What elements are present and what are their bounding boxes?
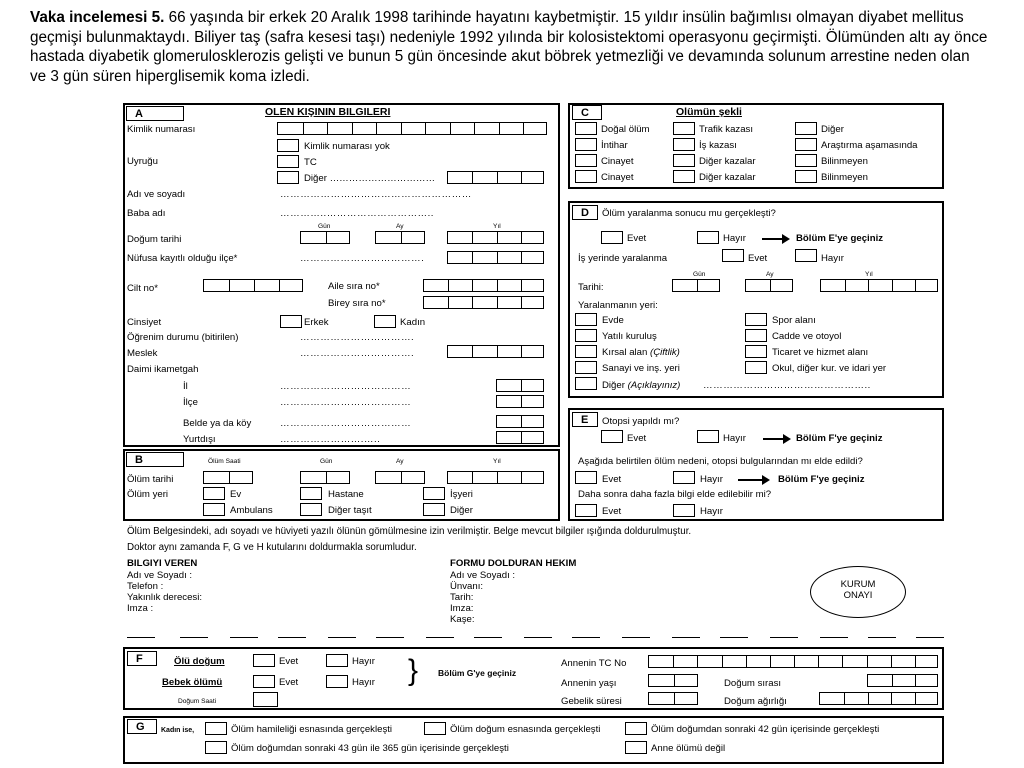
hekim-imza: Imza: [450, 603, 474, 614]
label-anne-tc: Annenin TC No [561, 658, 627, 669]
label-ad-soyad: Adı ve soyadı [127, 189, 186, 200]
label-bulgu-evet: Evet [602, 474, 622, 485]
label-sonraki-42: Ölüm doğumdan sonraki 42 gün içerisinde gerçekleşti [651, 724, 880, 735]
label-otopsi-bulgu: Aşağıda belirtilen ölüm nedeni, otopsi bulgularından mı elde edildi? [578, 456, 863, 467]
bilgi-veren-title: BILGIYI VEREN [127, 558, 198, 569]
hekim-title: FORMU DOLDURAN HEKIM [450, 558, 577, 569]
label-bilinmeyen-2: Bilinmeyen [821, 172, 868, 183]
label-olum-saati: Ölüm Saati [208, 458, 241, 465]
diger-kazalar-checkbox-1[interactable] [673, 154, 695, 167]
bilinmeyen-checkbox-2[interactable] [795, 170, 817, 183]
yurtdisi-code-box[interactable] [496, 431, 544, 444]
yurtdisi-field[interactable]: …………………….….. [280, 434, 381, 445]
label-evde: Evde [602, 315, 624, 326]
label-okul: Okul, diğer kur. ve idari yer [772, 363, 887, 374]
label-bolum-e: Bölüm E'ye geçiniz [796, 233, 884, 244]
label-cinayet-2: Cinayet [601, 172, 634, 183]
yatili-checkbox[interactable] [575, 329, 597, 342]
diger-uyruk-checkbox[interactable] [277, 171, 299, 184]
label-dogal-olum: Doğal ölüm [601, 124, 650, 135]
label-aile-sira: Aile sıra no* [328, 281, 380, 292]
label-dogum-sirasi: Doğum sırası [724, 678, 782, 689]
gebelik-box[interactable] [648, 692, 698, 705]
label-d-tarih: Tarihi: [578, 282, 604, 293]
ilce-field[interactable]: ………………………………… [280, 397, 412, 408]
label-olum-tarihi: Ölüm tarihi [127, 474, 174, 485]
label-intihar: İntihar [601, 140, 628, 151]
label-il: İl [183, 381, 188, 392]
arastirma-checkbox[interactable] [795, 138, 817, 151]
section-f-tag: F [127, 651, 157, 666]
ad-soyad-field[interactable]: ………………………………………………… [280, 189, 472, 200]
label-bolum-f-2: Bölüm F'ye geçiniz [778, 474, 865, 485]
dogum-yil-box[interactable] [447, 231, 544, 244]
otopsi-evet-checkbox[interactable] [601, 430, 623, 443]
olum-yil-box[interactable] [447, 471, 544, 484]
uyruk-code-box[interactable] [447, 171, 544, 184]
bilgi-ad: Adı ve Soyadı : [127, 570, 193, 581]
label-dogum-agirligi: Doğum ağırlığı [724, 696, 787, 707]
olum-ay-box[interactable] [375, 471, 425, 484]
birey-sira-box[interactable] [423, 296, 544, 309]
hekim-unvan: Ünvanı: [450, 581, 484, 592]
spor-checkbox[interactable] [745, 313, 767, 326]
case-text: 66 yaşında bir erkek 20 Aralık 1998 tarihinde hayatını kaybetmiştir. 15 yıldır insülin bağımlısı olmayan diyabet mellitus geçmişi bulunmaktaydı. Biliyer taş (safra kesesi taşı) nedeniyle 1992 yılında bir kolosistektomi operasyonu geçirmişti. Ölümünden altı ay önce hastada diyabetik glomerulosklerozis gelişti ve bunun 5 gün öncesinde akut böbrek yetmezliği ve devamında solunum arrestine neden olan ve 3 gün süren hiperglisemik koma izledi. [30, 9, 988, 85]
diger-kazalar-checkbox-2[interactable] [673, 170, 695, 183]
label-b-ay: Ay [396, 458, 404, 465]
hekim-tarih: Tarih: [450, 592, 474, 603]
label-otopsi-evet: Evet [627, 433, 647, 444]
arrow-icon [763, 438, 785, 440]
kimlik-yok-checkbox[interactable] [277, 139, 299, 152]
diger-yer-d-field[interactable]: ………………………………………….. [703, 380, 871, 391]
case-title: Vaka incelemesi 5. [30, 9, 165, 26]
label-sanayi: Sanayi ve inş. yeri [602, 363, 680, 374]
tc-checkbox[interactable] [277, 155, 299, 168]
label-b-yil: Yıl [493, 458, 501, 465]
label-yil: Yıl [493, 223, 501, 230]
label-ilce: İlçe [183, 397, 198, 408]
bulgu-evet-checkbox[interactable] [575, 471, 597, 484]
label-diger-tasit: Diğer taşıt [328, 505, 372, 516]
bulgu-hayir-checkbox[interactable] [673, 471, 695, 484]
label-daha-fazla: Daha sonra daha fazla bilgi elde edilebilir mi? [578, 489, 772, 500]
label-yatili: Yatılı kuruluş [602, 331, 657, 342]
isyeri-checkbox[interactable] [423, 487, 445, 500]
dogum-agirligi-box[interactable] [819, 692, 938, 705]
label-kimlik-yok: Kimlik numarası yok [304, 141, 390, 152]
label-anne-yas: Annenin yaşı [561, 678, 617, 689]
label-erkek: Erkek [304, 317, 329, 328]
label-hamilelik: Ölüm hamileliği esnasında gerçekleşti [231, 724, 393, 735]
section-a-tag: A [126, 106, 184, 121]
label-bolum-g: Bölüm G'ye geçiniz [438, 668, 517, 678]
label-tc: TC [304, 157, 317, 168]
sonraki-365-checkbox[interactable] [205, 741, 227, 754]
label-belde: Belde ya da köy [183, 418, 252, 429]
label-d-ay: Ay [766, 271, 774, 278]
label-ev: Ev [230, 489, 242, 500]
note-line-2: Doktor aynı zamanda F, G ve H kutularını doldurmakla sorumludur. [127, 542, 417, 553]
il-code-box[interactable] [496, 379, 544, 392]
dogum-esnasi-checkbox[interactable] [424, 722, 446, 735]
label-spor: Spor alanı [772, 315, 816, 326]
isyerinde-hayir-checkbox[interactable] [795, 249, 817, 262]
label-isyerinde-hayir: Hayır [821, 253, 844, 264]
arrow-icon [762, 238, 784, 240]
fazla-hayir-checkbox[interactable] [673, 504, 695, 517]
diger-tasit-checkbox[interactable] [300, 503, 322, 516]
label-cadde: Cadde ve otoyol [772, 331, 842, 342]
label-cilt-no: Cilt no* [127, 283, 158, 294]
label-yaralanma-yeri: Yaralanmanın yeri: [578, 300, 658, 311]
d-ay-box[interactable] [745, 279, 793, 292]
note-line-1: Ölüm Belgesindeki, adı soyadı ve hüviyeti yazılı ölünün gömülmesine izin verilmiştir. Belge mevcut bilgiler ışığında doldurulmuştur. [127, 526, 692, 537]
sanayi-checkbox[interactable] [575, 361, 597, 374]
section-g-tag: G [127, 719, 157, 734]
intihar-checkbox[interactable] [575, 138, 597, 151]
label-yurtdisi: Yurtdışı [183, 434, 216, 445]
label-olum-yeri: Ölüm yeri [127, 489, 169, 500]
label-d-gun: Gün [693, 271, 706, 278]
dogum-ay-box[interactable] [375, 231, 425, 244]
label-meslek: Meslek [127, 348, 158, 359]
label-d-hayir: Hayır [723, 233, 746, 244]
section-a [123, 103, 560, 447]
label-diger-yer: Diğer [450, 505, 473, 516]
cinayet-checkbox-1[interactable] [575, 154, 597, 167]
d-yil-box[interactable] [820, 279, 938, 292]
label-diger-yer-d: Diğer (Açıklayınız) [602, 380, 681, 391]
label-isyerinde: İş yerinde yaralanma [578, 253, 668, 264]
label-b-gun: Gün [320, 458, 333, 465]
olu-dogum-evet-checkbox[interactable] [253, 654, 275, 667]
meslek-field[interactable]: ……………………………. [300, 348, 415, 359]
sonraki-42-checkbox[interactable] [625, 722, 647, 735]
il-field[interactable]: ………………………………… [280, 381, 412, 392]
trafik-checkbox[interactable] [673, 122, 695, 135]
label-nufus: Nüfusa kayıtlı olduğu ilçe* [127, 253, 238, 264]
label-baba-adi: Baba adı [127, 208, 166, 219]
label-ticaret: Ticaret ve hizmet alanı [772, 347, 869, 358]
dogum-gun-box[interactable] [300, 231, 350, 244]
olu-dogum-hayir-checkbox[interactable] [326, 654, 348, 667]
label-cinayet-1: Cinayet [601, 156, 634, 167]
hekim-ad: Adı ve Soyadı : [450, 570, 516, 581]
diger-yer-checkbox[interactable] [423, 503, 445, 516]
d-evet-checkbox[interactable] [601, 231, 623, 244]
nufus-field[interactable]: ………………………………. [300, 253, 425, 264]
bebek-olumu-hayir-checkbox[interactable] [326, 675, 348, 688]
label-kadin: Kadın [400, 317, 426, 328]
bebek-olumu-evet-checkbox[interactable] [253, 675, 275, 688]
ilce-code-box[interactable] [496, 395, 544, 408]
label-kimlik: Kimlik numarası [127, 124, 196, 135]
section-c-tag: C [572, 105, 602, 120]
diger-yer-d-checkbox[interactable] [575, 377, 597, 390]
section-a-title: OLEN KIŞININ BILGILERI [265, 106, 391, 118]
label-anne-olumu-degil: Anne ölümü değil [651, 743, 726, 754]
label-fazla-evet: Evet [602, 506, 622, 517]
arrow-icon [738, 479, 764, 481]
otopsi-hayir-checkbox[interactable] [697, 430, 719, 443]
d-hayir-checkbox[interactable] [697, 231, 719, 244]
belde-code-box[interactable] [496, 415, 544, 428]
ev-checkbox[interactable] [203, 487, 225, 500]
section-c-title: Olümün şekli [676, 106, 742, 118]
label-isyeri: İşyeri [450, 489, 473, 500]
dogal-olum-checkbox[interactable] [575, 122, 597, 135]
label-diger-kazalar-1: Diğer kazalar [699, 156, 756, 167]
label-diger-uyruk: Diğer …………………………… [304, 173, 436, 184]
label-isyerinde-evet: Evet [748, 253, 768, 264]
kurum-onayi-stamp: KURUM ONAYI [810, 566, 906, 618]
label-bolum-f: Bölüm F'ye geçiniz [796, 433, 883, 444]
ogrenim-field[interactable]: ……………………………. [300, 332, 415, 343]
label-kadin-ise: Kadın ise, [161, 727, 195, 734]
kirsal-checkbox[interactable] [575, 345, 597, 358]
cadde-checkbox[interactable] [745, 329, 767, 342]
label-diger-sekil: Diğer [821, 124, 844, 135]
diger-sekil-checkbox[interactable] [795, 122, 817, 135]
label-daimi-ikametgah: Daimi ikametgah [127, 364, 199, 375]
label-gun: Gün [318, 223, 331, 230]
label-hastane: Hastane [328, 489, 364, 500]
hamilelik-checkbox[interactable] [205, 722, 227, 735]
label-sonraki-365: Ölüm doğumdan sonraki 43 gün ile 365 gün içerisinde gerçekleşti [231, 743, 509, 754]
fazla-evet-checkbox[interactable] [575, 504, 597, 517]
section-e-tag: E [572, 412, 598, 427]
cinayet-checkbox-2[interactable] [575, 170, 597, 183]
d-gun-box[interactable] [672, 279, 720, 292]
section-b-tag: B [126, 452, 184, 467]
kadin-checkbox[interactable] [374, 315, 396, 328]
brace-icon: } [408, 654, 419, 687]
olum-gun-box[interactable] [300, 471, 350, 484]
bilgi-telefon: Telefon : [127, 581, 164, 592]
is-kazasi-checkbox[interactable] [673, 138, 695, 151]
label-ogrenim: Öğrenim durumu (bitirilen) [127, 332, 239, 343]
olum-saat-box[interactable] [203, 471, 253, 484]
evde-checkbox[interactable] [575, 313, 597, 326]
erkek-checkbox[interactable] [280, 315, 302, 328]
label-dogum-saati: Doğum Saati [178, 698, 217, 705]
anne-yas-box[interactable] [648, 674, 698, 687]
bilgi-imza: Imza : [127, 603, 154, 614]
label-d-evet: Evet [627, 233, 647, 244]
dogum-sirasi-box[interactable] [867, 674, 938, 687]
dogum-saati-box[interactable] [253, 692, 278, 707]
label-olu-dogum: Ölü doğum [174, 656, 225, 667]
label-uyrugu: Uyruğu [127, 156, 158, 167]
baba-adi-field[interactable]: …………..………………………….. [280, 208, 434, 219]
label-dogum-esnasi: Ölüm doğum esnasında gerçekleşti [450, 724, 601, 735]
label-birey-sira: Birey sıra no* [328, 298, 386, 309]
meslek-code-box[interactable] [447, 345, 544, 358]
nufus-code-box[interactable] [447, 251, 544, 264]
bilinmeyen-checkbox-1[interactable] [795, 154, 817, 167]
ticaret-checkbox[interactable] [745, 345, 767, 358]
label-bilinmeyen-1: Bilinmeyen [821, 156, 868, 167]
label-dogum-tarihi: Doğum tarihi [127, 234, 182, 245]
label-trafik: Trafik kazası [699, 124, 754, 135]
aile-sira-box[interactable] [423, 279, 544, 292]
hekim-kase: Kaşe: [450, 614, 475, 625]
case-description [30, 8, 990, 86]
label-gebelik: Gebelik süresi [561, 696, 622, 707]
label-is-kazasi: İş kazası [699, 140, 737, 151]
label-bebek-olumu: Bebek ölümü [162, 677, 223, 688]
label-yaralanma-soru: Ölüm yaralanma sonucu mu gerçekleşti? [602, 208, 776, 219]
label-otopsi-hayir: Hayır [723, 433, 746, 444]
label-bebek-hayir: Hayır [352, 677, 375, 688]
label-ambulans: Ambulans [230, 505, 273, 516]
label-bulgu-hayir: Hayır [700, 474, 723, 485]
label-arastirma: Araştırma aşamasında [821, 140, 918, 151]
label-cinsiyet: Cinsiyet [127, 317, 162, 328]
label-bebek-evet: Evet [279, 677, 299, 688]
label-olu-dogum-evet: Evet [279, 656, 299, 667]
label-diger-kazalar-2: Diğer kazalar [699, 172, 756, 183]
section-d-tag: D [572, 205, 598, 220]
label-ay: Ay [396, 223, 404, 230]
isyerinde-evet-checkbox[interactable] [722, 249, 744, 262]
label-d-yil: Yıl [865, 271, 873, 278]
label-olu-dogum-hayir: Hayır [352, 656, 375, 667]
anne-tc-box[interactable] [648, 655, 938, 668]
belde-field[interactable]: ………………………………… [280, 418, 412, 429]
bilgi-yakinlik: Yakınlık derecesi: [127, 592, 203, 603]
okul-checkbox[interactable] [745, 361, 767, 374]
ambulans-checkbox[interactable] [203, 503, 225, 516]
label-kirsal: Kırsal alan (Çiftlik) [602, 347, 680, 358]
label-otopsi: Otopsi yapıldı mı? [602, 416, 680, 427]
cilt-no-box[interactable] [203, 279, 303, 292]
label-fazla-hayir: Hayır [700, 506, 723, 517]
hastane-checkbox[interactable] [300, 487, 322, 500]
anne-olumu-degil-checkbox[interactable] [625, 741, 647, 754]
